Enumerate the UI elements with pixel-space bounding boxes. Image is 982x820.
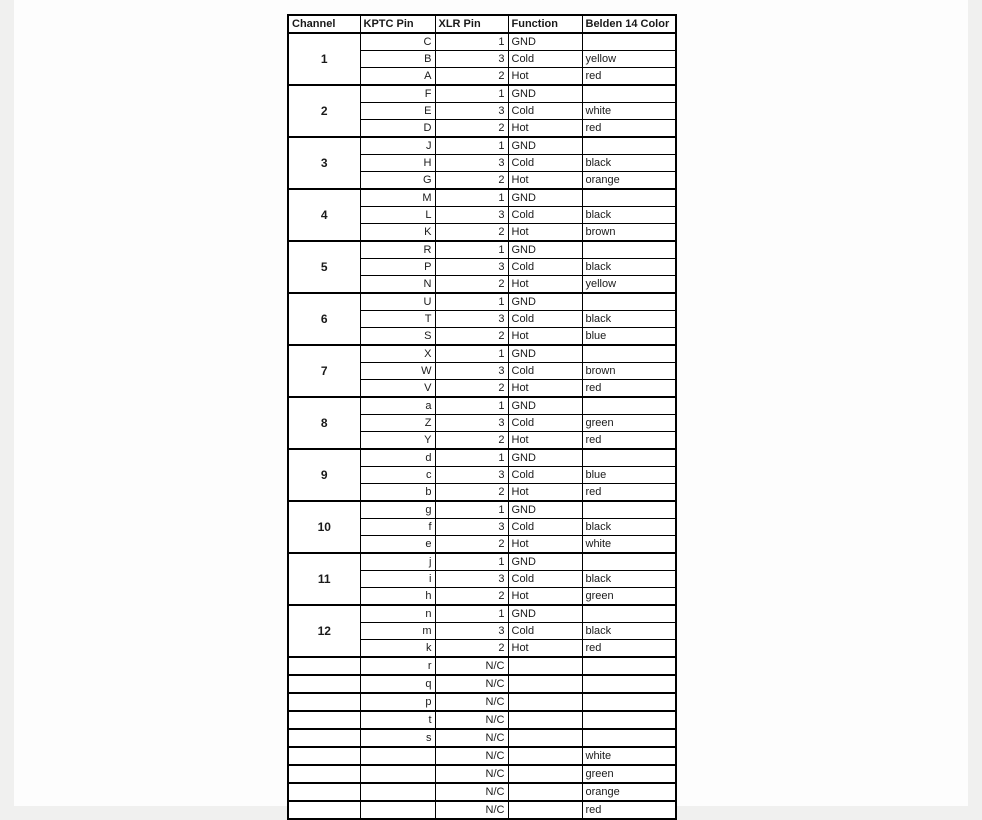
channel-cell: 1	[288, 33, 360, 85]
column-header: Channel	[288, 15, 360, 33]
function-cell: GND	[508, 449, 582, 467]
xlr-pin-cell: 2	[435, 172, 508, 190]
kptc-pin-cell: c	[360, 467, 435, 484]
xlr-pin-cell: 2	[435, 120, 508, 138]
color-cell: red	[582, 120, 676, 138]
kptc-pin-cell: Z	[360, 415, 435, 432]
table-row	[288, 293, 676, 311]
kptc-pin-cell: n	[360, 605, 435, 623]
color-cell: red	[582, 68, 676, 86]
channel-cell	[288, 765, 360, 783]
nc-table-row	[288, 693, 676, 711]
channel-cell: 8	[288, 397, 360, 449]
xlr-pin-cell: 2	[435, 68, 508, 86]
xlr-pin-cell: 1	[435, 397, 508, 415]
kptc-pin-cell: q	[360, 675, 435, 693]
color-cell: yellow	[582, 51, 676, 68]
color-cell	[582, 241, 676, 259]
function-cell: GND	[508, 33, 582, 51]
kptc-pin-cell: j	[360, 553, 435, 571]
xlr-pin-cell: 1	[435, 449, 508, 467]
kptc-pin-cell: U	[360, 293, 435, 311]
kptc-pin-cell	[360, 765, 435, 783]
document-page	[14, 0, 968, 816]
xlr-pin-cell: N/C	[435, 747, 508, 765]
color-cell: black	[582, 207, 676, 224]
table-row	[288, 137, 676, 155]
channel-cell: 4	[288, 189, 360, 241]
nc-table-row	[288, 783, 676, 801]
kptc-pin-cell: m	[360, 623, 435, 640]
xlr-pin-cell: 2	[435, 328, 508, 346]
kptc-pin-cell: s	[360, 729, 435, 747]
function-cell: Cold	[508, 571, 582, 588]
table-row	[288, 553, 676, 571]
kptc-pin-cell: D	[360, 120, 435, 138]
color-cell: white	[582, 747, 676, 765]
kptc-pin-cell: C	[360, 33, 435, 51]
function-cell: Hot	[508, 172, 582, 190]
function-cell: Hot	[508, 536, 582, 554]
color-cell	[582, 137, 676, 155]
color-cell: blue	[582, 328, 676, 346]
channel-cell: 7	[288, 345, 360, 397]
function-cell: Cold	[508, 519, 582, 536]
channel-cell: 6	[288, 293, 360, 345]
nc-table-row	[288, 801, 676, 819]
function-cell: Hot	[508, 484, 582, 502]
color-cell	[582, 553, 676, 571]
color-cell: black	[582, 311, 676, 328]
color-cell: red	[582, 380, 676, 398]
table-row	[288, 501, 676, 519]
xlr-pin-cell: 3	[435, 519, 508, 536]
kptc-pin-cell: W	[360, 363, 435, 380]
color-cell: brown	[582, 363, 676, 380]
color-cell: yellow	[582, 276, 676, 294]
function-cell: Cold	[508, 415, 582, 432]
function-cell	[508, 801, 582, 819]
function-cell: GND	[508, 241, 582, 259]
channel-cell: 9	[288, 449, 360, 501]
nc-table-row	[288, 711, 676, 729]
color-cell	[582, 729, 676, 747]
kptc-pin-cell: A	[360, 68, 435, 86]
kptc-pin-cell: e	[360, 536, 435, 554]
function-cell: Hot	[508, 224, 582, 242]
color-cell	[582, 605, 676, 623]
xlr-pin-cell: 3	[435, 363, 508, 380]
color-cell: black	[582, 519, 676, 536]
kptc-pin-cell: h	[360, 588, 435, 606]
function-cell: GND	[508, 293, 582, 311]
function-cell: Hot	[508, 328, 582, 346]
kptc-pin-cell: T	[360, 311, 435, 328]
xlr-pin-cell: N/C	[435, 693, 508, 711]
xlr-pin-cell: 3	[435, 51, 508, 68]
color-cell: orange	[582, 172, 676, 190]
function-cell: Hot	[508, 588, 582, 606]
function-cell	[508, 747, 582, 765]
xlr-pin-cell: 1	[435, 605, 508, 623]
color-cell: black	[582, 259, 676, 276]
color-cell	[582, 675, 676, 693]
kptc-pin-cell: B	[360, 51, 435, 68]
column-header: Function	[508, 15, 582, 33]
function-cell	[508, 693, 582, 711]
channel-cell	[288, 657, 360, 675]
function-cell: GND	[508, 397, 582, 415]
table-row	[288, 605, 676, 623]
xlr-pin-cell: N/C	[435, 801, 508, 819]
table-row	[288, 189, 676, 207]
function-cell: Cold	[508, 103, 582, 120]
xlr-pin-cell: 3	[435, 623, 508, 640]
table-row	[288, 241, 676, 259]
nc-table-row	[288, 675, 676, 693]
function-cell: Cold	[508, 155, 582, 172]
function-cell: Cold	[508, 259, 582, 276]
function-cell	[508, 783, 582, 801]
xlr-pin-cell: 1	[435, 553, 508, 571]
xlr-pin-cell: 2	[435, 588, 508, 606]
color-cell: white	[582, 536, 676, 554]
function-cell: Cold	[508, 467, 582, 484]
channel-cell	[288, 729, 360, 747]
kptc-pin-cell: k	[360, 640, 435, 658]
function-cell: Cold	[508, 311, 582, 328]
function-cell: GND	[508, 553, 582, 571]
kptc-pin-cell: d	[360, 449, 435, 467]
function-cell: GND	[508, 345, 582, 363]
function-cell: Hot	[508, 432, 582, 450]
table-row	[288, 397, 676, 415]
color-cell: red	[582, 801, 676, 819]
function-cell: GND	[508, 137, 582, 155]
channel-cell	[288, 747, 360, 765]
color-cell: black	[582, 571, 676, 588]
color-cell	[582, 657, 676, 675]
kptc-pin-cell: M	[360, 189, 435, 207]
function-cell: Hot	[508, 380, 582, 398]
xlr-pin-cell: 1	[435, 189, 508, 207]
kptc-pin-cell: Y	[360, 432, 435, 450]
xlr-pin-cell: 2	[435, 484, 508, 502]
function-cell	[508, 711, 582, 729]
function-cell: Hot	[508, 68, 582, 86]
color-cell: black	[582, 623, 676, 640]
channel-cell: 3	[288, 137, 360, 189]
color-cell	[582, 693, 676, 711]
kptc-pin-cell: H	[360, 155, 435, 172]
column-header: Belden 14 Color	[582, 15, 676, 33]
kptc-pin-cell: G	[360, 172, 435, 190]
kptc-pin-cell: a	[360, 397, 435, 415]
channel-cell: 12	[288, 605, 360, 657]
xlr-pin-cell: N/C	[435, 765, 508, 783]
channel-cell: 5	[288, 241, 360, 293]
color-cell: white	[582, 103, 676, 120]
column-header: XLR Pin	[435, 15, 508, 33]
kptc-pin-cell: F	[360, 85, 435, 103]
kptc-pin-cell: t	[360, 711, 435, 729]
color-cell: black	[582, 155, 676, 172]
kptc-pin-cell: X	[360, 345, 435, 363]
xlr-pin-cell: 3	[435, 155, 508, 172]
color-cell	[582, 189, 676, 207]
color-cell	[582, 501, 676, 519]
xlr-pin-cell: 3	[435, 207, 508, 224]
table-header-row	[288, 15, 676, 33]
xlr-pin-cell: N/C	[435, 711, 508, 729]
nc-table-row	[288, 765, 676, 783]
color-cell: blue	[582, 467, 676, 484]
color-cell: orange	[582, 783, 676, 801]
xlr-pin-cell: N/C	[435, 729, 508, 747]
xlr-pin-cell: 3	[435, 311, 508, 328]
table-row	[288, 345, 676, 363]
xlr-pin-cell: 2	[435, 640, 508, 658]
nc-table-row	[288, 747, 676, 765]
xlr-pin-cell: N/C	[435, 675, 508, 693]
kptc-pin-cell: N	[360, 276, 435, 294]
function-cell: GND	[508, 501, 582, 519]
xlr-pin-cell: 2	[435, 432, 508, 450]
xlr-pin-cell: 3	[435, 571, 508, 588]
function-cell: GND	[508, 605, 582, 623]
kptc-pin-cell: R	[360, 241, 435, 259]
table-row	[288, 33, 676, 51]
function-cell: GND	[508, 85, 582, 103]
xlr-pin-cell: 2	[435, 380, 508, 398]
xlr-pin-cell: 1	[435, 241, 508, 259]
column-header: KPTC Pin	[360, 15, 435, 33]
xlr-pin-cell: 3	[435, 467, 508, 484]
table-row	[288, 449, 676, 467]
header-row	[288, 15, 676, 33]
nc-table-row	[288, 729, 676, 747]
wiring-table	[287, 14, 677, 820]
kptc-pin-cell: f	[360, 519, 435, 536]
table-body	[288, 33, 676, 819]
channel-cell	[288, 801, 360, 819]
xlr-pin-cell: N/C	[435, 783, 508, 801]
function-cell	[508, 657, 582, 675]
kptc-pin-cell: i	[360, 571, 435, 588]
function-cell: Hot	[508, 640, 582, 658]
function-cell	[508, 729, 582, 747]
channel-cell	[288, 711, 360, 729]
kptc-pin-cell: E	[360, 103, 435, 120]
xlr-pin-cell: 3	[435, 259, 508, 276]
table-row	[288, 85, 676, 103]
channel-cell	[288, 675, 360, 693]
kptc-pin-cell: V	[360, 380, 435, 398]
xlr-pin-cell: 1	[435, 345, 508, 363]
function-cell: GND	[508, 189, 582, 207]
kptc-pin-cell: K	[360, 224, 435, 242]
xlr-pin-cell: 3	[435, 103, 508, 120]
kptc-pin-cell: J	[360, 137, 435, 155]
function-cell: Cold	[508, 363, 582, 380]
function-cell	[508, 675, 582, 693]
xlr-pin-cell: 3	[435, 415, 508, 432]
kptc-pin-cell: r	[360, 657, 435, 675]
xlr-pin-cell: 1	[435, 33, 508, 51]
function-cell: Hot	[508, 276, 582, 294]
xlr-pin-cell: 2	[435, 276, 508, 294]
xlr-pin-cell: 1	[435, 137, 508, 155]
color-cell: brown	[582, 224, 676, 242]
channel-cell: 2	[288, 85, 360, 137]
channel-cell: 11	[288, 553, 360, 605]
channel-cell: 10	[288, 501, 360, 553]
color-cell	[582, 345, 676, 363]
xlr-pin-cell: 2	[435, 224, 508, 242]
kptc-pin-cell: P	[360, 259, 435, 276]
kptc-pin-cell	[360, 783, 435, 801]
xlr-pin-cell: 1	[435, 293, 508, 311]
xlr-pin-cell: 1	[435, 85, 508, 103]
xlr-pin-cell: N/C	[435, 657, 508, 675]
kptc-pin-cell: b	[360, 484, 435, 502]
color-cell: red	[582, 432, 676, 450]
color-cell	[582, 293, 676, 311]
kptc-pin-cell: g	[360, 501, 435, 519]
kptc-pin-cell: L	[360, 207, 435, 224]
function-cell: Cold	[508, 207, 582, 224]
kptc-pin-cell: S	[360, 328, 435, 346]
xlr-pin-cell: 1	[435, 501, 508, 519]
kptc-pin-cell	[360, 747, 435, 765]
function-cell: Hot	[508, 120, 582, 138]
kptc-pin-cell: p	[360, 693, 435, 711]
xlr-pin-cell: 2	[435, 536, 508, 554]
color-cell: green	[582, 765, 676, 783]
color-cell	[582, 449, 676, 467]
color-cell: red	[582, 484, 676, 502]
channel-cell	[288, 783, 360, 801]
color-cell	[582, 33, 676, 51]
color-cell: green	[582, 415, 676, 432]
color-cell: green	[582, 588, 676, 606]
color-cell	[582, 85, 676, 103]
nc-table-row	[288, 657, 676, 675]
function-cell: Cold	[508, 623, 582, 640]
channel-cell	[288, 693, 360, 711]
function-cell	[508, 765, 582, 783]
function-cell: Cold	[508, 51, 582, 68]
color-cell	[582, 711, 676, 729]
color-cell	[582, 397, 676, 415]
color-cell: red	[582, 640, 676, 658]
kptc-pin-cell	[360, 801, 435, 819]
